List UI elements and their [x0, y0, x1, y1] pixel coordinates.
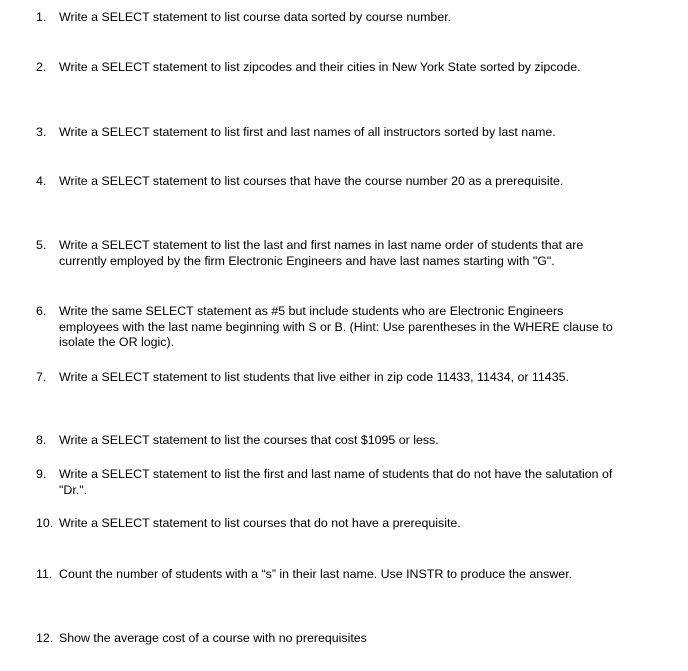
question-text: Write a SELECT statement to list students that live either in zip code 11433, 11434, or 11435. [59, 370, 569, 384]
question-text: Write a SELECT statement to list course data sorted by course number. [59, 10, 452, 24]
question-text: Write a SELECT statement to list the last and first names in last name order of students that are currently employed by the firm Electronic Engineers and have last names starting with "G". [59, 238, 584, 268]
question-text: Write a SELECT statement to list the courses that cost $1095 or less. [59, 433, 439, 447]
question-text: Write a SELECT statement to list first and last names of all instructors sorted by last name. [59, 125, 556, 139]
question-text: Write a SELECT statement to list courses that have the course number 20 as a prerequisite. [59, 174, 564, 188]
question-text: Write a SELECT statement to list courses that do not have a prerequisite. [59, 516, 461, 530]
question-text: Count the number of students with a “s” in their last name. Use INSTR to produce the answer. [59, 567, 573, 581]
question-text: Write a SELECT statement to list the first and last name of students that do not have the salutation of "Dr.". [59, 467, 613, 497]
question-number: 6. [36, 304, 47, 318]
question-number: 8. [36, 433, 47, 447]
question-number: 2. [36, 60, 47, 74]
question-number: 11. [36, 567, 53, 581]
question-number: 10. [36, 516, 54, 530]
question-text: Show the average cost of a course with no prerequisites [59, 631, 367, 645]
question-number: 5. [36, 238, 47, 252]
question-number: 9. [36, 467, 47, 481]
question-text: Write the same SELECT statement as #5 but include students who are Electronic Engineers employees with the last name beginning with S or B. (Hint: Use parentheses in the WHERE clause to isolate the OR logic). [59, 304, 613, 349]
question-text: Write a SELECT statement to list zipcodes and their cities in New York State sorted by zipcode. [59, 60, 581, 74]
question-number: 1. [36, 10, 47, 24]
question-number: 7. [36, 370, 47, 384]
question-number: 4. [36, 174, 47, 188]
question-number: 12. [36, 631, 54, 645]
question-number: 3. [36, 125, 47, 139]
